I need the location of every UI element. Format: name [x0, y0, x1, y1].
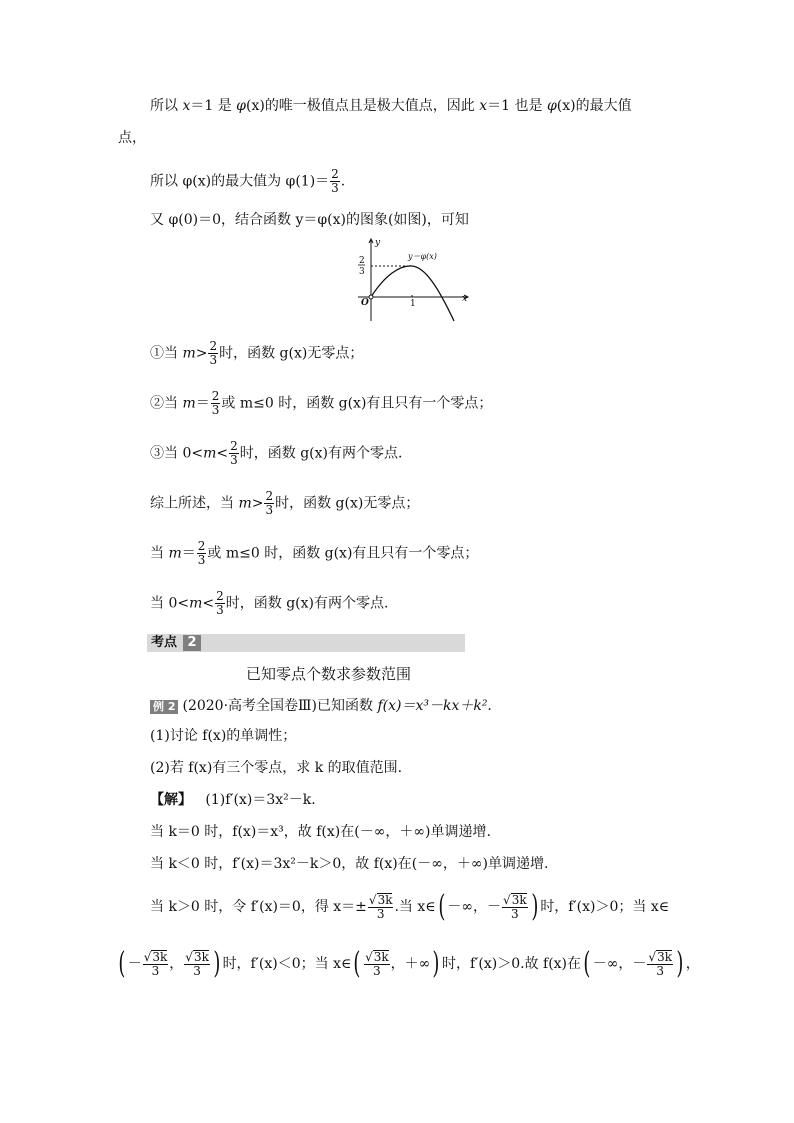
solution-1: 【解】 (1)f′(x)＝3x²－k. [150, 792, 316, 808]
solution-4: 当 k＞0 时，令 f′(x)＝0，得 x＝± $\frac{√3k}{3}$ .当 x∈( －∞，－ $\frac{√3k}{3}$ ) 时，f′(x)＞0；当 x∈ [150, 889, 670, 924]
summary-3: 当 0<m< $\frac{2}{3}$ 时，函数 g(x)有两个零点. [150, 589, 389, 617]
paragraph-max-point: 所以 x＝1 是 φ(x)的唯一极值点且是极大值点，因此 x＝1 也是 φ(x)的最大值 [150, 98, 632, 114]
case-1: ①当 m> $\frac{2}{3}$ 时，函数 g(x)无零点； [150, 339, 364, 367]
text: (x) [245, 98, 265, 114]
text: 点， [118, 130, 146, 146]
y-axis-label: y [375, 238, 381, 248]
solution-2: 当 k＝0 时，f(x)＝x³，故 f(x)在(－∞，＋∞)单调递增. [150, 824, 491, 840]
x-axis-label: x [462, 294, 468, 304]
tick-y-num: 2 [359, 256, 365, 266]
text: 的最大值 [575, 98, 632, 114]
summary-1: 综上所述，当 m> $\frac{2}{3}$ 时，函数 g(x)无零点； [150, 489, 420, 517]
text: . [340, 173, 346, 190]
text: 又 φ(0)＝0，结合函数 y＝φ(x)的图象(如图)，可知 [150, 212, 469, 228]
case-2: ②当 m＝ $\frac{2}{3}$ 或 m≤0 时，函数 g(x)有且只有一个零点； [150, 389, 493, 417]
solution-3: 当 k＜0 时，f′(x)＝3x²－k＞0，故 f(x)在(－∞，＋∞)单调递增. [150, 856, 549, 872]
curve-label: y＝φ(x) [408, 252, 437, 261]
origin-point [369, 295, 373, 299]
summary-2: 当 m＝ $\frac{2}{3}$ 或 m≤0 时，函数 g(x)有且只有一个零点； [150, 539, 479, 567]
paragraph-max-value [150, 168, 345, 195]
question-2: (2)若 f(x)有三个零点，求 k 的取值范围. [150, 760, 403, 776]
text: ＝1 是 [190, 98, 237, 114]
section-title: 已知零点个数求参数范围 [246, 665, 412, 683]
case-3: ③当 0<m< $\frac{2}{3}$ 时，函数 g(x)有两个零点. [150, 439, 403, 467]
example-statement: 例 2 (2020·高考全国卷Ⅲ)已知函数 f(x)＝x³－kx＋k². [150, 696, 492, 716]
tick-x-label: 1 [410, 299, 416, 309]
solution-label: 【解】 [150, 792, 192, 808]
tick-y-den: 3 [359, 267, 365, 277]
text: ＝1 也是 [487, 98, 547, 114]
phi-curve [371, 266, 454, 321]
text: x [182, 98, 191, 114]
text: 所以 [150, 98, 183, 114]
question-1: (1)讨论 f(x)的单调性； [150, 728, 297, 744]
function-graph [350, 235, 475, 323]
section-number-badge: 2 [183, 635, 201, 651]
origin-label: O [361, 298, 369, 308]
example-badge: 例 2 [150, 700, 178, 714]
fraction: $\frac{2}{3}$ [331, 167, 339, 195]
paragraph-continuation [118, 128, 146, 148]
section-header-bar [147, 634, 465, 652]
solution-5: ( － $\frac{√3k}{3}$ ， $\frac{√3k}{3}$ ) 时，f′(x)＜0；当 x∈( $\frac{√3k}{3}$ ，＋∞) 时，f′(x)＞0.故 f(x)在( －∞，－ $\frac{√3k}{3}$ ) ， [118, 946, 700, 981]
text: 的唯一极值点且是极大值点，因此 [264, 98, 480, 114]
section-label: 考点 [151, 635, 178, 650]
text: 所以 φ(x)的最大值为 φ(1)＝ [150, 173, 330, 190]
paragraph-graph-intro [150, 210, 469, 230]
text: x [479, 98, 488, 114]
text: φ [236, 98, 246, 114]
